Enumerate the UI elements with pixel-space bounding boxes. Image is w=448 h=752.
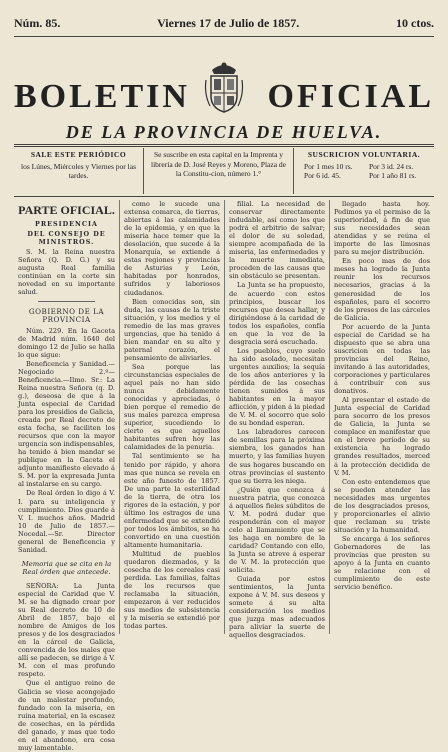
rate-item: Por 3 id. 24 rs. <box>369 161 414 171</box>
info-rule <box>14 196 434 197</box>
paragraph: Beneficencia y Sanidad.—Negociado 2.º—Beneficencia.—Ilmo. Sr.: La Reina nuestra Señora (q. D. g.), deseosa de que á la Junta especial de Caridad para los presidios de Galicia, creada por Real decreto de esta fecha, se faciliten los recursos que con la mayor urgencia son indispensables, ha tenido á bien mandar se publique en la Gaceta el adjunto manifiesto elevado á S. M. por la expresada Junta al instalarse en su cargo. <box>18 359 115 489</box>
paragraph: como le sucede una extensa comarca, de tierras, abiertas á las calamidades de la epidemia, y en que la miseria hace temer que la desolación, que sucede á la Monarquía, se extiende á estas regiones y provincias de Asturias y León, habitadas por honrados, sufridos y laboriosos ciudadanos. <box>124 200 220 297</box>
paragraph: Con esto entendemos que se pueden atender las necesidades mas urgentes de los desgraciados presos, y proporcionarles el alivio que reclaman su triste situación y la humanidad. <box>334 477 430 534</box>
periodicity-title: SALE ESTE PERIÓDICO <box>30 150 127 159</box>
rate-item: Por 1 mes 10 rs. <box>304 161 353 171</box>
masthead-subtitle: DE LA PROVINCIA DE HUELVA. <box>65 122 383 142</box>
paragraph: llegado hasta hoy. Pedimos ya el permiso de la superioridad, á fin de que sus necesidades sean atendidas y se reúna el importe de las limosnas para su mejor distribución. <box>334 200 430 257</box>
section-subtitle: PRESIDENCIA <box>35 220 98 228</box>
voluntary-subscription-box <box>294 148 434 194</box>
paragraph: S. M. la Reina nuestra Señora (Q. D. G.) y su augusta Real familia continúan en la corte sin novedad en su importante salud. <box>18 248 115 297</box>
section-title: PARTE OFICIAL. <box>18 203 115 217</box>
paragraph: En poco mas de dos meses ha logrado la Junta reunir los recursos necesarios, gracias á la generosidad de los españoles, para el socorro de los presos de las cárceles de Galicia. <box>334 257 430 322</box>
paragraph: La Junta se ha propuesto, de acuerdo con estos principios, buscar los recursos que desea hallar, y dirigiéndose á la caridad de todos los españoles, confía en que la voz de la desgracia será escuchada. <box>229 281 325 346</box>
paragraph: filial. La necesidad de conservar directamente indudable, así como los que podrá el arbitrio de salvar; el dolor de su soledad, siempre acompañada de la miseria, las enfermedades y la muerte inmediata, proceden de las causas que sin obstáculo se presentan. <box>229 200 325 281</box>
italic-note: Memoria que se cita en la Real órden que antecede. <box>21 559 112 576</box>
paragraph: Tal sentimiento se ha tenido por rápido, y ahora mas que nunca se revela en este año funesto de 1857. De una parte la esterilidad de la tierra, de otra los rigores de la estación, y por último los estragos de una enfermedad que se extendió por todos los ámbitos, se ha convertido en una cuestión altamente humanitaria. <box>124 452 220 549</box>
top-rule <box>14 36 434 37</box>
subscription-text: Se suscribe en esta capital en la Imprenta y librería de D. José Reyes y Moreno, Plaza de la Constitu-cion, número 1.° <box>151 150 286 178</box>
rate-item: Por 1 año 81 rs. <box>369 171 417 180</box>
paragraph: Multitud de pueblos quedaron diezmados, y la cosecha de los cereales casi perdida. Las familias, faltas de los recursos que reclamaba la situación, empezaron á ver reducidos sus medios de subsistencia y la miseria se extendió por todas partes. <box>124 550 220 631</box>
rates-grid <box>298 162 430 181</box>
header-line <box>14 14 434 32</box>
paragraph: Por acuerdo de la Junta especial de Caridad se ha dispuesto que se abra una suscricion en todas las provincias del Reino, invitando á las autoridades, corporaciones y particulares á contribuir con sus donativos. <box>334 322 430 396</box>
periodicity-box <box>14 148 144 194</box>
paragraph: Núm. 229. En la Gaceta de Madrid núm. 1640 del domingo 12 de Julio se halla lo que sigue: <box>18 326 115 359</box>
subscription-box <box>144 148 294 194</box>
paragraph: Los pueblos, cuyo suelo ha sido asolado, necesitan urgentes auxilios; la sequía de los años anteriores y la pérdida de las cosechas tienen sumidos á sus habitantes en la mayor aflicción, y piden á la piedad de V. M. el socorro que solo de su bondad esperan. <box>229 346 325 428</box>
paragraph: Guiada por estos sentimientos, la Junta expone á V. M. sus deseos y somete á su alta consideración los medios que juzga mas adecuados para aliviar la suerte de aquellos desgraciados. <box>229 575 325 640</box>
issue-number: Núm. 85. <box>14 15 61 30</box>
column-2 <box>119 200 224 634</box>
article-columns <box>14 200 434 752</box>
paragraph: Sea porque las circunstancias especiales de aquel país no han sido nunca debidamente conocidas y apreciadas, ó bien porque el remedio de sus males parezca empresa superior, sucediendo lo cierto es que aquellos habitantes sufren hoy las calamidades de la penuria. <box>124 362 220 452</box>
issue-date: Viernes 17 de Julio de 1857. <box>157 15 300 30</box>
column-4 <box>329 200 434 634</box>
divider <box>38 301 95 302</box>
section-heading: GOBIERNO DE LA PROVINCIA <box>28 307 105 325</box>
coat-of-arms-icon <box>202 60 246 116</box>
column-3 <box>224 200 329 640</box>
column-1 <box>14 200 119 752</box>
info-bar <box>14 148 434 194</box>
paragraph: Al presentar el estado de Junta especial de Caridad para socorro de los presos de Galicia, la Junta se complace en manifestar que en el breve período de su existencia ha logrado grandes resultados, merced á la protección decidida de V. M. <box>334 396 430 477</box>
paragraph: Bien conocidas son, sin duda, las causas de la triste situación, y los medios y el remedio de las mas graves urgencias, que ha tenido á bien mandar en su alto y paternal corazón, el pensamiento de aliviarles. <box>124 297 220 362</box>
periodicity-text: los Lúnes, Miércoles y Viernes por las tardes. <box>20 161 136 180</box>
paragraph: Se encarga á los señores Gobernadores de las provincias que presten su apoyo á la Junta en cuanto se relacione con el cumplimiento de este servicio benéfico. <box>334 534 430 592</box>
paragraph: ¿Quién que conozca á nuestra patria, que conozca á aquellos fieles súbditos de V. M. podrá dudar que responderán con el mayor celo al llamamiento que se les haga en nombre de la caridad? Contando con ello, la Junta se atreve á esperar de V. M. la protección que solicita. <box>229 485 325 575</box>
rate-item: Por 6 id. 45. <box>304 171 341 180</box>
section-subtitle: DEL CONSEJO DE MINISTROS. <box>27 230 106 247</box>
paragraph: Que el antiguo reino de Galicia se viese acongojado de un malestar profundo, fundado con la miseria, en ruina material, en la escasez de cosechas, en la pérdida del ganado, y mas que todo en el abandono, era cosa muy lamentable. <box>18 679 115 752</box>
masthead <box>14 60 434 115</box>
voluntary-title: SUSCRICION VOLUNTARIA. <box>307 150 421 159</box>
issue-price: 10 ctos. <box>396 15 434 30</box>
paragraph: De Real órden lo digo á V. I. para su inteligencia y cumplimiento. Dios guarde á V. I. muchos años. Madrid 10 de Julio de 1857.—Nocedal.—Sr. Director general de Beneficencia y Sanidad. <box>18 489 115 554</box>
paragraph: SEÑORA: La Junta especial de Caridad que V. M. se ha dignado crear por su Real decreto de 10 de Abril de 1857, bajo el nombre de Amigos de los presos y de los desgraciados en la cárcel de Galicia, convencida de los males que allí se padecen, se dirige á V. M. con el mas profundo respeto. <box>18 581 115 679</box>
masthead-word-right: OFICIAL <box>267 78 434 115</box>
masthead-word-left: BOLETIN <box>14 78 190 115</box>
masthead-rule <box>14 144 434 147</box>
paragraph: Los labradores carecen de semillas para la próxima siembra, los ganados han muerto, y las familias huyen de sus hogares buscando en otras provincias el sustento que su tierra les niega. <box>229 428 325 485</box>
